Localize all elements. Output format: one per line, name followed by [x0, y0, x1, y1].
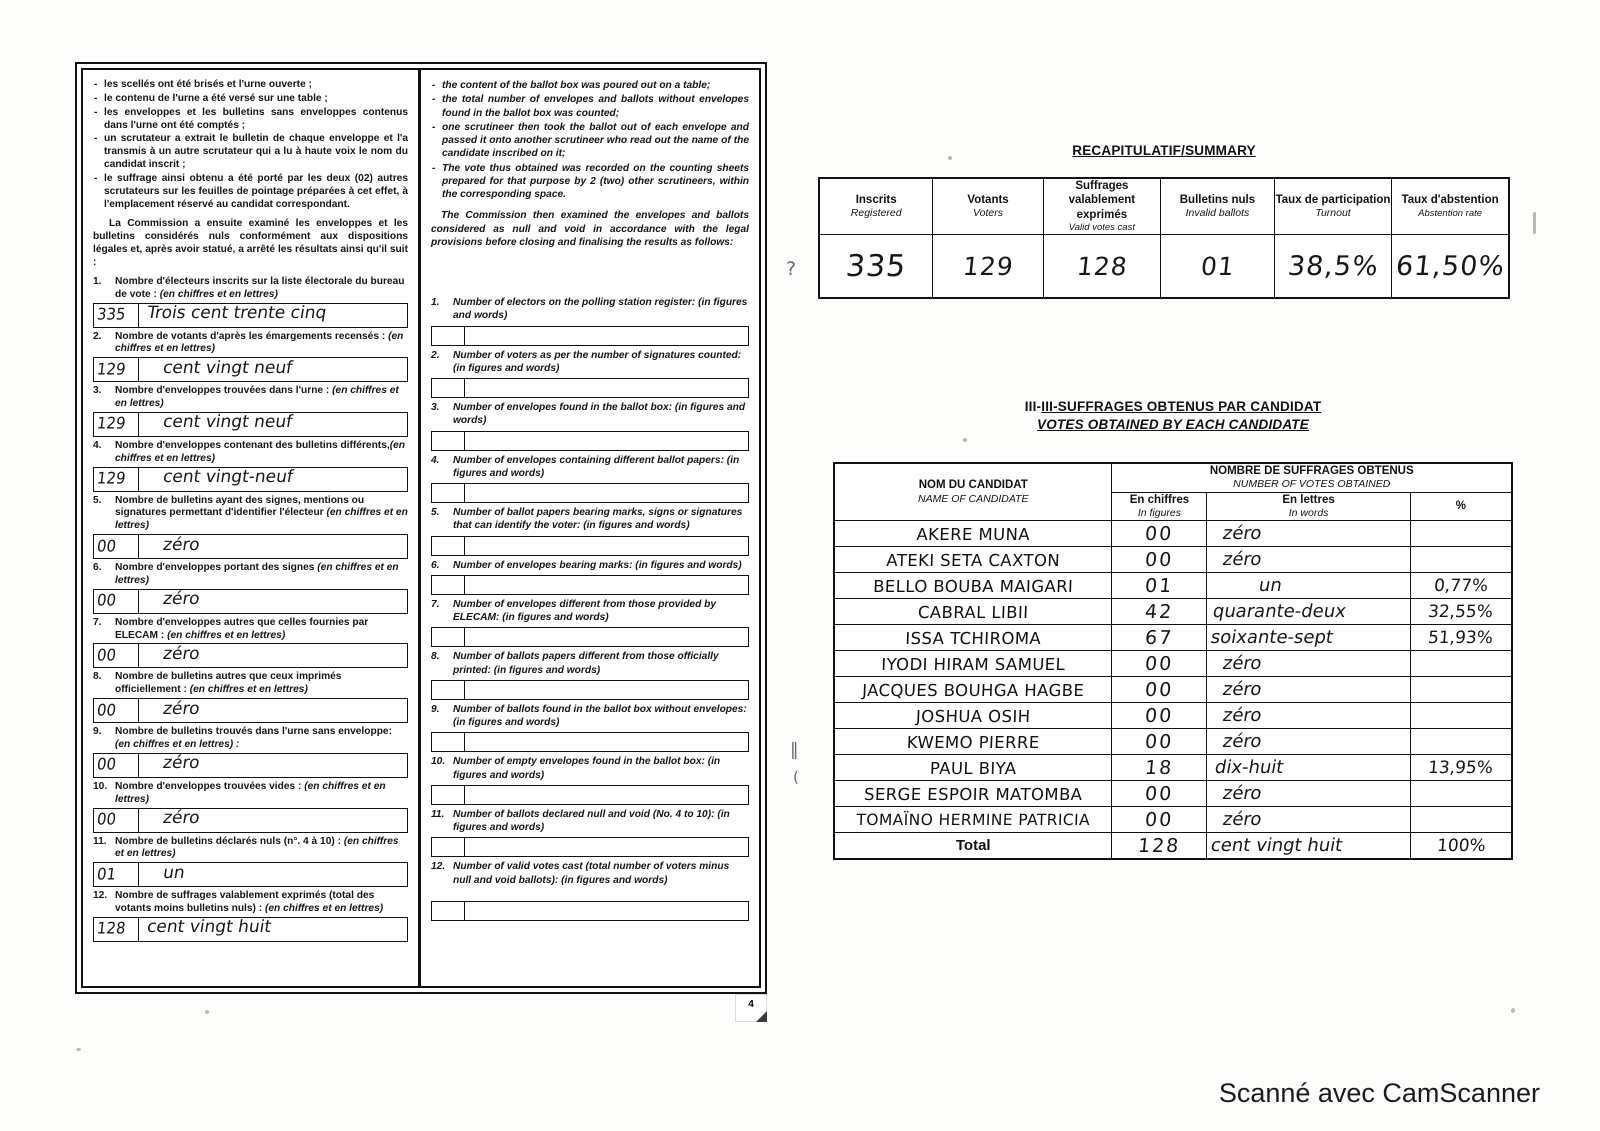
scan-speck [1511, 1008, 1515, 1013]
scan-speck [205, 1010, 209, 1014]
item-label: Number of ballots declared null and void (No. 4 to 10): (in figures and words) [453, 808, 730, 833]
candidate-name[interactable]: BELLO BOUBA MAIGARI [834, 573, 1113, 599]
words-cell[interactable] [465, 838, 748, 856]
figures-cell[interactable] [94, 304, 139, 327]
candidate-name[interactable]: CABRAL LIBII [834, 599, 1113, 625]
answer-box[interactable] [431, 536, 749, 556]
item-number: 8. [431, 651, 440, 663]
handwritten-words: zéro [161, 808, 202, 829]
figures-cell[interactable] [432, 484, 465, 502]
list-item: - one scrutineer then took the ballot out of each envelope and passed it onto another scrutineer who read out the name of the candidate inscribed on it; [431, 121, 749, 161]
handwritten-figures: 129 [95, 468, 127, 488]
form-item-12 [93, 890, 408, 942]
summary-table [818, 177, 1510, 299]
item-number: 7. [431, 598, 440, 610]
answer-box[interactable] [431, 378, 749, 398]
words-cell[interactable] [465, 628, 748, 646]
figures-cell[interactable] [94, 918, 139, 941]
item-number: 9. [431, 703, 440, 715]
words-cell[interactable] [465, 484, 748, 502]
item-label: Nombre de suffrages valablement exprimés (total des votants moins bulletins nuls) : (en chiffres et en lettres) [115, 890, 384, 915]
total-figures[interactable]: 128 [1112, 833, 1207, 860]
scan-speck [963, 438, 967, 442]
list-item: - les enveloppes et les bulletins sans enveloppes contenus dans l'urne ont été comptés ; [93, 107, 408, 133]
candidate-words[interactable]: zéro [1207, 729, 1410, 755]
handwritten-words: zéro [161, 644, 202, 665]
candidate-name[interactable]: IYODI HIRAM SAMUEL [834, 651, 1113, 677]
page-number: 4 [735, 994, 767, 1022]
handwritten-words: Trois cent trente cinq [145, 303, 328, 324]
item-label: Nombre de bulletins déclarés nuls (n°. 4 à 10) : (en chiffres et en lettres) [115, 835, 399, 860]
scan-edge-mark: ( [793, 768, 799, 786]
form-item-en-2 [431, 349, 749, 399]
table-row [819, 235, 1509, 299]
scan-edge-mark: ‖ [790, 740, 799, 760]
candidates-section-title [833, 398, 1513, 434]
candidate-figures[interactable]: 00 [1112, 729, 1207, 755]
answer-box[interactable] [93, 643, 408, 668]
figures-cell[interactable] [432, 537, 465, 555]
camscanner-watermark: Scanné avec CamScanner [1218, 1078, 1540, 1108]
item-number: 9. [93, 726, 102, 738]
figures-cell[interactable] [94, 863, 139, 886]
candidate-words[interactable]: zéro [1207, 547, 1410, 573]
form-item-en-3 [431, 401, 749, 451]
candidates-table [833, 462, 1513, 860]
handwritten-words: cent vingt neuf [161, 412, 294, 433]
handwritten-figures: 129 [95, 413, 127, 433]
words-cell[interactable] [139, 468, 407, 491]
candidate-percent[interactable]: 32,55% [1410, 599, 1512, 625]
words-cell[interactable] [139, 809, 407, 832]
list-item: - un scrutateur a extrait le bulletin de chaque enveloppe et l'a transmis à un autre scrutateur qui a lu à haute voix le nom du candidat inscrit ; [93, 133, 408, 172]
summary-value-turnout[interactable]: 38,5% [1274, 235, 1391, 299]
list-item: - le contenu de l'urne a été versé sur une table ; [93, 93, 408, 106]
figures-cell[interactable] [432, 628, 465, 646]
candidate-words[interactable]: un [1207, 573, 1410, 599]
candidates-title-en: VOTES OBTAINED BY EACH CANDIDATE [1037, 417, 1309, 433]
table-row [834, 651, 1512, 677]
answer-box[interactable] [431, 326, 749, 346]
words-cell[interactable] [465, 537, 748, 555]
item-number: 7. [93, 616, 102, 628]
summary-value-valid-votes[interactable]: 128 [1043, 235, 1160, 299]
item-number: 6. [431, 559, 440, 571]
candidate-figures[interactable]: 00 [1112, 547, 1207, 573]
scan-speck [76, 1048, 81, 1051]
item-number: 11. [93, 835, 107, 847]
answer-box[interactable] [431, 431, 749, 451]
figures-cell[interactable] [94, 413, 139, 436]
candidate-name[interactable]: ISSA TCHIROMA [834, 625, 1113, 651]
answer-box[interactable] [93, 467, 408, 492]
table-row [834, 677, 1512, 703]
candidate-figures[interactable]: 00 [1112, 651, 1207, 677]
table-row [834, 599, 1512, 625]
item-label: Number of ballots found in the ballot box without envelopes: (in figures and words) [453, 703, 747, 728]
answer-box[interactable] [431, 837, 749, 857]
form-item-en-7 [431, 598, 749, 648]
list-item: - the content of the ballot box was poured out on a table; [431, 79, 749, 92]
item-label: Number of envelopes bearing marks: (in figures and words) [453, 559, 742, 571]
candidate-percent[interactable] [1410, 547, 1512, 573]
words-cell[interactable] [465, 681, 748, 699]
summary-col-valid-votes: Suffrages valablement exprimés Valid votes cast [1043, 178, 1160, 235]
form-item-en-4 [431, 454, 749, 504]
item-label: Number of envelopes containing different ballot papers: (in figures and words) [453, 454, 740, 479]
figures-cell[interactable] [432, 838, 465, 856]
handwritten-words: zéro [161, 534, 202, 555]
summary-value-voters[interactable]: 129 [933, 235, 1043, 299]
form-item-7 [93, 617, 408, 669]
form-columns [81, 68, 761, 988]
item-label: Nombre de bulletins autres que ceux imprimés officiellement : (en chiffres et en lettres) [115, 671, 342, 696]
words-cell[interactable] [139, 535, 407, 558]
answer-box[interactable] [431, 680, 749, 700]
item-number: 6. [93, 562, 102, 574]
summary-col-invalid-ballots: Bulletins nuls Invalid ballots [1161, 178, 1275, 235]
item-number: 10. [93, 780, 108, 792]
item-label: Nombre d'électeurs inscrits sur la liste électorale du bureau de vote : (en chiffres et en lettres) [115, 275, 405, 300]
candidate-name[interactable]: KWEMO PIERRE [834, 729, 1113, 755]
answer-box[interactable] [93, 917, 408, 942]
candidate-name[interactable]: AKERE MUNA [834, 521, 1113, 547]
form-item-5 [93, 495, 408, 560]
item-number: 2. [431, 349, 440, 361]
candidate-words[interactable]: zéro [1207, 677, 1410, 703]
form-item-3 [93, 385, 408, 437]
figures-cell[interactable] [432, 733, 465, 751]
item-label: Number of ballots papers different from those officially printed: (in figures and words) [453, 651, 719, 676]
item-number: 1. [93, 275, 102, 287]
total-percent[interactable]: 100% [1410, 833, 1512, 860]
header-candidate-name: NOM DU CANDIDAT NAME OF CANDIDATE [834, 463, 1112, 521]
handwritten-words: zéro [161, 753, 202, 774]
header-votes-obtained: NOMBRE DE SUFFRAGES OBTENUS NUMBER OF VOTES OBTAINED [1112, 463, 1512, 492]
item-label: Nombre de bulletins trouvés dans l'urne sans enveloppe: (en chiffres et en lettres) : [115, 726, 392, 750]
candidate-percent[interactable] [1410, 729, 1512, 755]
total-words[interactable]: cent vingt huit [1207, 833, 1410, 860]
item-number: 3. [431, 402, 440, 413]
words-cell[interactable] [139, 754, 407, 777]
candidate-name[interactable]: PAUL BIYA [834, 755, 1113, 781]
form-item-en-9 [431, 703, 749, 753]
candidate-percent[interactable] [1410, 521, 1512, 547]
header-in-words: En lettres In words [1207, 492, 1410, 521]
words-cell[interactable] [465, 733, 748, 751]
scan-speck [1533, 212, 1536, 234]
figures-cell[interactable] [432, 681, 465, 699]
answer-box[interactable] [93, 534, 408, 559]
form-item-9 [93, 726, 408, 778]
item-label: Number of envelopes different from those provided by ELECAM: (in figures and words) [453, 598, 717, 623]
form-item-en-5 [431, 506, 749, 556]
header-in-figures: En chiffres In figures [1112, 492, 1207, 521]
form-item-en-6 [431, 559, 749, 595]
list-item: - The vote thus obtained was recorded on the counting sheets prepared for that purpose by 2 (two) other scrutineers, within the corresponding space. [431, 162, 749, 202]
item-number: 4. [431, 454, 440, 466]
words-cell[interactable] [465, 379, 748, 397]
form-item-en-12 [431, 860, 749, 921]
answer-box[interactable] [93, 303, 408, 328]
item-label: Nombre de bulletins ayant des signes, mentions ou signatures permettant d'identifier l'électeur (en chiffres et en lettres) [115, 494, 408, 532]
words-cell[interactable] [139, 304, 407, 327]
french-column [83, 70, 421, 986]
words-cell[interactable] [465, 432, 748, 450]
handwritten-words: cent vingt huit [145, 917, 273, 938]
item-number: 12. [431, 861, 446, 873]
item-label: Number of ballot papers bearing marks, signs or signatures that can identify the voter: (in figures and words) [453, 507, 743, 532]
table-header-row [819, 178, 1509, 235]
candidate-percent[interactable]: 13,95% [1410, 755, 1512, 781]
form-item-10 [93, 781, 408, 833]
item-label: Nombre d'enveloppes trouvées vides : (en chiffres et en lettres) [115, 780, 386, 805]
words-cell[interactable] [465, 576, 748, 594]
candidate-figures[interactable]: 00 [1112, 521, 1207, 547]
handwritten-figures: 00 [95, 700, 118, 720]
table-row [834, 703, 1512, 729]
item-number: 12. [93, 890, 108, 902]
words-cell[interactable] [139, 644, 407, 667]
answer-box[interactable] [93, 698, 408, 723]
answer-box[interactable] [93, 412, 408, 437]
handwritten-words: un [161, 862, 187, 883]
handwritten-words: cent vingt neuf [161, 357, 294, 378]
form-item-en-8 [431, 650, 749, 700]
candidate-words[interactable]: zéro [1207, 781, 1410, 807]
item-number: 3. [93, 385, 102, 397]
candidate-figures[interactable]: 00 [1112, 677, 1207, 703]
handwritten-figures: 00 [95, 590, 118, 610]
words-cell[interactable] [139, 413, 407, 436]
candidate-name[interactable]: TOMAÏNO HERMINE PATRICIA [834, 807, 1113, 833]
words-cell[interactable] [465, 327, 748, 345]
english-procedure-list [431, 79, 749, 201]
candidate-percent[interactable] [1410, 781, 1512, 807]
candidate-percent[interactable] [1410, 651, 1512, 677]
english-commission-paragraph: The Commission then examined the envelopes and ballots considered as null and void in accordance with the legal provisions before closing and finalising the results as follows: [431, 210, 749, 248]
form-item-8 [93, 671, 408, 723]
summary-col-registered: Inscrits Registered [819, 178, 933, 235]
figures-cell[interactable] [432, 327, 465, 345]
candidate-percent[interactable] [1410, 677, 1512, 703]
item-label: Number of empty envelopes found in the ballot box: (in figures and words) [453, 756, 721, 781]
item-number: 5. [93, 494, 102, 506]
figures-cell[interactable] [94, 468, 139, 491]
figures-cell[interactable] [94, 699, 139, 722]
figures-cell[interactable] [94, 590, 139, 613]
candidate-figures[interactable]: 18 [1112, 755, 1207, 781]
item-label: Nombre d'enveloppes trouvées dans l'urne : (en chiffres et en lettres) [115, 385, 399, 410]
item-number: 10. [431, 756, 446, 768]
handwritten-figures: 00 [95, 754, 118, 774]
words-cell[interactable] [139, 590, 407, 613]
answer-box[interactable] [93, 862, 408, 887]
figures-cell[interactable] [432, 786, 465, 804]
candidate-figures[interactable]: 01 [1112, 573, 1207, 599]
table-row [834, 729, 1512, 755]
handwritten-figures: 00 [95, 536, 118, 556]
answer-box[interactable] [431, 785, 749, 805]
handwritten-figures: 00 [95, 809, 118, 829]
summary-value-registered[interactable]: 335 [819, 235, 933, 299]
scan-edge-mark: ? [786, 258, 797, 280]
candidate-words[interactable]: zéro [1207, 703, 1410, 729]
item-label: Nombre de votants d'après les émargements recensés : (en chiffres et en lettres) [115, 330, 404, 355]
item-number: 11. [431, 808, 445, 820]
words-cell[interactable] [139, 863, 407, 886]
figures-cell[interactable] [432, 379, 465, 397]
item-label: Number of electors on the polling station register: (in figures and words) [453, 297, 748, 322]
handwritten-words: cent vingt-neuf [161, 467, 295, 488]
candidate-words[interactable]: dix-huit [1207, 755, 1410, 781]
handwritten-figures: 129 [95, 359, 127, 379]
words-cell[interactable] [139, 358, 407, 381]
figures-cell[interactable] [94, 644, 139, 667]
item-label: Nombre d'enveloppes autres que celles fournies par ELECAM : (en chiffres et en lettres) [115, 616, 369, 641]
answer-box[interactable] [431, 901, 749, 921]
candidate-figures[interactable]: 67 [1112, 625, 1207, 651]
figures-cell[interactable] [432, 432, 465, 450]
form-page [75, 62, 767, 994]
form-item-2 [93, 331, 408, 383]
candidate-name[interactable]: JACQUES BOUHGA HAGBE [834, 677, 1113, 703]
candidate-percent[interactable]: 51,93% [1410, 625, 1512, 651]
item-number: 1. [431, 297, 440, 308]
form-item-en-10 [431, 755, 749, 805]
candidate-name[interactable]: ATEKI SETA CAXTON [834, 547, 1113, 573]
table-row [834, 807, 1512, 833]
candidate-words[interactable]: zéro [1207, 807, 1410, 833]
candidate-percent[interactable]: 0,77% [1410, 573, 1512, 599]
handwritten-figures: 00 [95, 645, 118, 665]
candidate-words[interactable]: zéro [1207, 651, 1410, 677]
candidate-name[interactable]: JOSHUA OSIH [834, 703, 1113, 729]
item-label: Nombre d'enveloppes contenant des bulletins différents,(en chiffres et en lettres) [115, 439, 405, 464]
answer-box[interactable] [431, 732, 749, 752]
summary-col-abstention: Taux d'abstention Abstention rate [1392, 178, 1509, 235]
handwritten-figures: 335 [95, 304, 127, 324]
item-number: 4. [93, 439, 102, 451]
header-percent: % [1410, 492, 1512, 521]
answer-box[interactable] [93, 808, 408, 833]
item-number: 8. [93, 671, 102, 683]
answer-box[interactable] [431, 483, 749, 503]
figures-cell[interactable] [94, 358, 139, 381]
item-label: Nombre d'enveloppes portant des signes (en chiffres et en lettres) [115, 562, 399, 586]
item-number: 2. [93, 330, 102, 342]
candidate-percent[interactable] [1410, 703, 1512, 729]
words-cell[interactable] [139, 918, 407, 941]
form-item-1 [93, 276, 408, 328]
candidate-name[interactable]: SERGE ESPOIR MATOMBA [834, 781, 1113, 807]
candidate-words[interactable]: soixante-sept [1207, 625, 1410, 651]
candidate-figures[interactable]: 00 [1112, 807, 1207, 833]
summary-col-voters: Votants Voters [933, 178, 1043, 235]
candidate-figures[interactable]: 42 [1112, 599, 1207, 625]
candidate-words[interactable]: quarante-deux [1207, 599, 1410, 625]
table-row [834, 781, 1512, 807]
words-cell[interactable] [465, 786, 748, 804]
list-item: - les scellés ont été brisés et l'urne ouverte ; [93, 79, 408, 92]
item-label: Number of valid votes cast (total number of voters minus null and void ballots): (in figures and words) [453, 861, 730, 886]
form-item-en-11 [431, 808, 749, 858]
answer-box[interactable] [93, 753, 408, 778]
answer-box[interactable] [431, 575, 749, 595]
item-number: 5. [431, 507, 440, 518]
figures-cell[interactable] [94, 754, 139, 777]
table-total-row [834, 833, 1512, 860]
handwritten-words: zéro [161, 698, 202, 719]
answer-box[interactable] [431, 627, 749, 647]
figures-cell[interactable] [94, 535, 139, 558]
candidate-figures[interactable]: 00 [1112, 703, 1207, 729]
figures-cell[interactable] [94, 809, 139, 832]
answer-box[interactable] [93, 357, 408, 382]
candidate-words[interactable]: zéro [1207, 521, 1410, 547]
candidates-title-fr: III-III-SUFFRAGES OBTENUS PAR CANDIDAT [1024, 399, 1322, 414]
words-cell[interactable] [139, 699, 407, 722]
handwritten-figures: 01 [95, 864, 118, 884]
candidate-figures[interactable]: 00 [1112, 781, 1207, 807]
item-label: Number of voters as per the number of signatures counted: (in figures and words) [453, 349, 742, 374]
table-row [834, 547, 1512, 573]
list-item: - le suffrage ainsi obtenu a été porté par les deux (02) autres scrutateurs sur les feuilles de pointage préparées à cet effet, à l'emplacement réservé au candidat correspondant. [93, 173, 408, 212]
figures-cell[interactable] [432, 576, 465, 594]
table-header-row [834, 463, 1512, 492]
table-row [834, 573, 1512, 599]
summary-col-turnout: Taux de participation Turnout [1274, 178, 1391, 235]
form-item-6 [93, 562, 408, 614]
summary-title: RECAPITULATIF/SUMMARY [1072, 143, 1256, 158]
table-row [834, 625, 1512, 651]
form-item-11 [93, 836, 408, 888]
french-procedure-list [93, 79, 408, 211]
handwritten-figures: 128 [95, 918, 127, 938]
total-label: Total [834, 833, 1112, 860]
table-row [834, 755, 1512, 781]
english-column [421, 70, 759, 986]
table-row [834, 521, 1512, 547]
item-label: Number of envelopes found in the ballot box: (in figures and words) [453, 402, 746, 427]
figures-cell[interactable] [432, 902, 465, 920]
candidate-percent[interactable] [1410, 807, 1512, 833]
list-item: - the total number of envelopes and ballots without envelopes found in the ballot box was counted; [431, 93, 749, 120]
answer-box[interactable] [93, 589, 408, 614]
form-item-4 [93, 440, 408, 492]
french-commission-paragraph: La Commission a ensuite examiné les enveloppes et les bulletins considérés nuls conformément aux dispositions légales et, après avoir statué, a arrêté les résultats ainsi qu'il suit : [93, 218, 408, 268]
handwritten-words: zéro [161, 589, 202, 610]
form-item-en-1 [431, 296, 749, 346]
summary-value-invalid-ballots[interactable]: 01 [1161, 235, 1275, 299]
summary-value-abstention[interactable]: 61,50% [1392, 235, 1509, 299]
words-cell[interactable] [465, 902, 748, 920]
